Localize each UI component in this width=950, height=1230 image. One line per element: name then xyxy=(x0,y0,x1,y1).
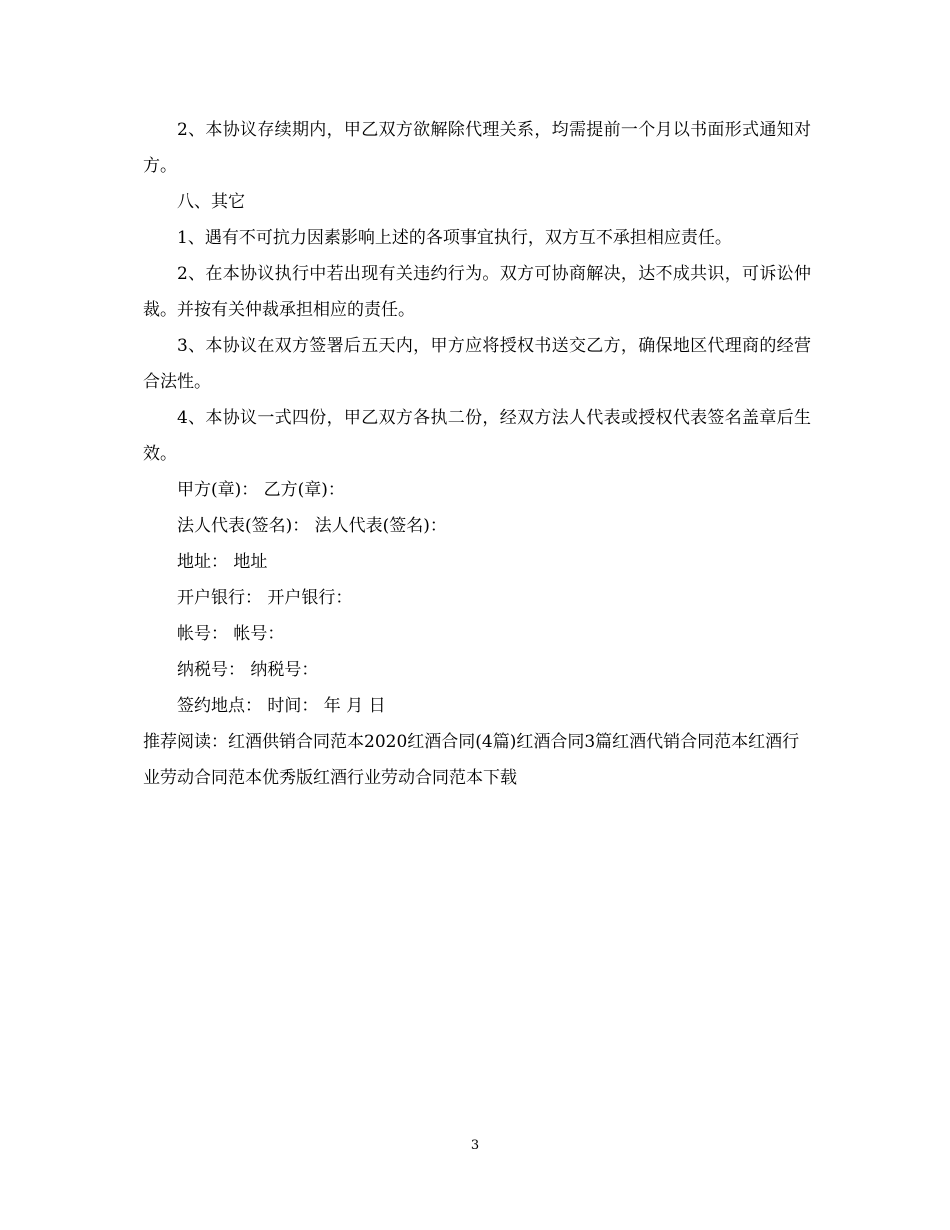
signature-line-account: 帐号： 帐号： xyxy=(177,624,285,644)
clause-authorization: 3、本协议在双方签署后五天内，甲方应将授权书送交乙方，确保地区代理商的经营合法性。 xyxy=(143,336,811,392)
clause-termination-notice: 2、本协议存续期内，甲乙双方欲解除代理关系，均需提前一个月以书面形式通知对方。 xyxy=(143,120,811,176)
document-body xyxy=(143,112,811,796)
page-number: 3 xyxy=(470,1138,480,1153)
section-heading-other: 八、其它 xyxy=(177,192,245,212)
signature-line-address: 地址： 地址 xyxy=(177,552,268,572)
clause-force-majeure: 1、遇有不可抗力因素影响上述的各项事宜执行，双方互不承担相应责任。 xyxy=(177,228,732,248)
signature-line-legal-rep: 法人代表(签名)： 法人代表(签名)： xyxy=(177,516,447,536)
signature-line-tax-id: 纳税号： 纳税号： xyxy=(177,660,319,680)
signature-line-seal: 甲方(章)： 乙方(章)： xyxy=(177,480,345,500)
clause-copies-effective: 4、本协议一式四份，甲乙双方各执二份，经双方法人代表或授权代表签名盖章后生效。 xyxy=(143,408,811,464)
signature-line-place-date: 签约地点： 时间： 年 月 日 xyxy=(177,696,386,716)
signature-line-bank: 开户银行： 开户银行： xyxy=(177,588,353,608)
clause-dispute-resolution: 2、在本协议执行中若出现有关违约行为。双方可协商解决，达不成共识，可诉讼仲裁。并按有关仲裁承担相应的责任。 xyxy=(143,264,811,320)
recommended-reading: 推荐阅读：红酒供销合同范本2020红酒合同(4篇)红酒合同3篇红酒代销合同范本红酒行业劳动合同范本优秀版红酒行业劳动合同范本下载 xyxy=(143,732,800,788)
